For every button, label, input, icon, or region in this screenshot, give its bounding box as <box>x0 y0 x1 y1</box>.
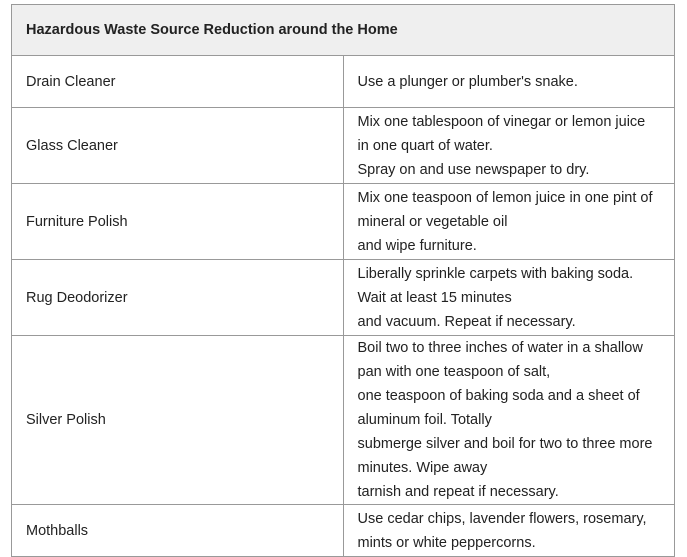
hazardous-waste-table <box>11 4 675 557</box>
description-line: Use cedar chips, lavender flowers, rosemary, mints or white peppercorns. <box>357 510 647 551</box>
table-row <box>12 260 675 336</box>
row-description <box>343 505 675 557</box>
description-line: Mix one teaspoon of lemon juice in one pint of mineral or vegetable oil <box>357 189 653 230</box>
description-line: and wipe furniture. <box>357 237 477 254</box>
description-line: Mix one tablespoon of vinegar or lemon juice in one quart of water. <box>357 113 646 154</box>
description-line: tarnish and repeat if necessary. <box>357 484 559 500</box>
row-description <box>343 336 675 505</box>
row-description <box>343 56 675 108</box>
row-description <box>343 260 675 336</box>
table-row <box>12 336 675 505</box>
description-line: and vacuum. Repeat if necessary. <box>357 313 576 330</box>
row-item-label: Silver Polish <box>12 336 344 505</box>
table-row <box>12 56 675 108</box>
description-line: submerge silver and boil for two to three more minutes. Wipe away <box>357 436 653 476</box>
table-row <box>12 108 675 184</box>
row-item-label: Glass Cleaner <box>12 108 344 184</box>
description-line: Spray on and use newspaper to dry. <box>357 161 590 178</box>
table-header-row <box>12 5 675 56</box>
description-line: Use a plunger or plumber's snake. <box>357 73 578 90</box>
content-area <box>11 4 675 557</box>
row-item-label: Furniture Polish <box>12 184 344 260</box>
row-description <box>343 108 675 184</box>
table-title: Hazardous Waste Source Reduction around the Home <box>12 5 675 56</box>
row-item-label: Rug Deodorizer <box>12 260 344 336</box>
description-line: one teaspoon of baking soda and a sheet of aluminum foil. Totally <box>357 388 640 428</box>
row-item-label: Drain Cleaner <box>12 56 344 108</box>
description-line: Boil two to three inches of water in a shallow pan with one teaspoon of salt, <box>357 340 643 380</box>
description-line: Liberally sprinkle carpets with baking soda. Wait at least 15 minutes <box>357 265 634 306</box>
table-row <box>12 184 675 260</box>
row-description <box>343 184 675 260</box>
table-row <box>12 505 675 557</box>
row-item-label: Mothballs <box>12 505 344 557</box>
